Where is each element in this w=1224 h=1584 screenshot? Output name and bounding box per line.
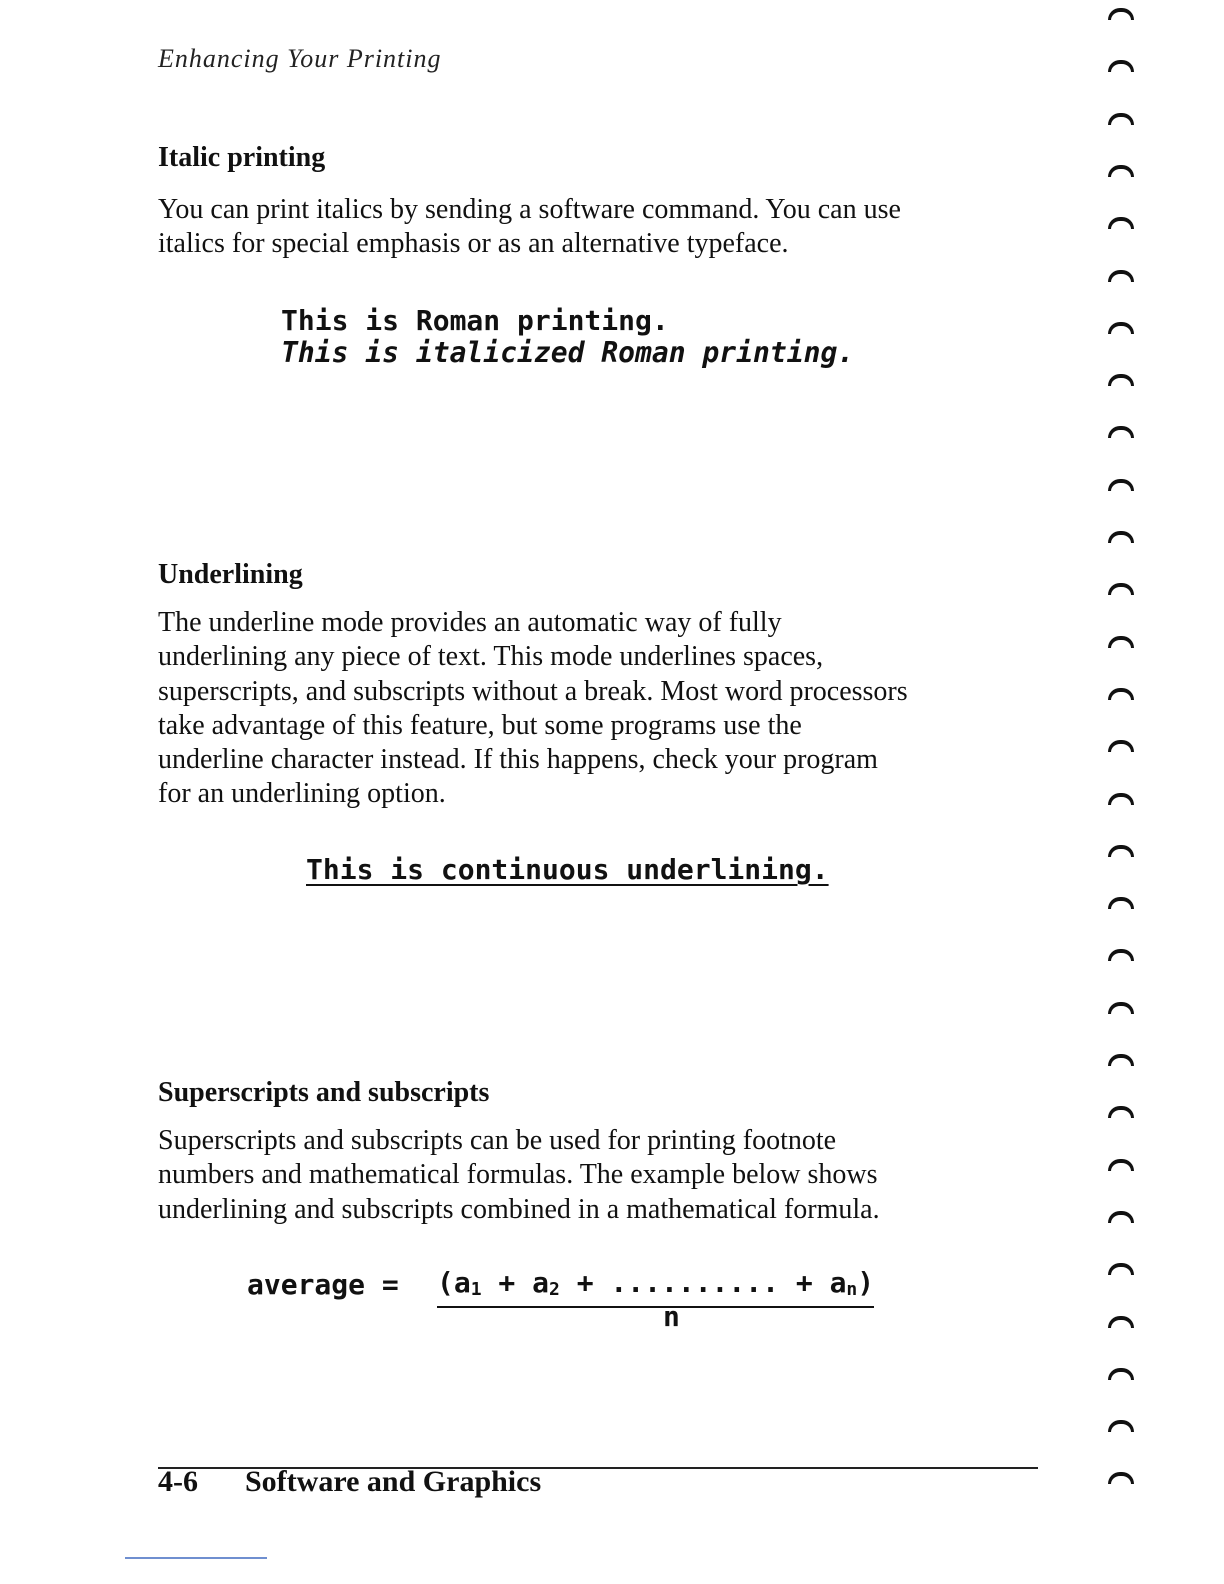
- binding-ring-icon: [1108, 1316, 1134, 1328]
- superscripts-paragraph: [158, 1124, 1038, 1227]
- binding-ring-icon: [1108, 845, 1134, 857]
- superscripts-heading: Superscripts and subscripts: [158, 1077, 490, 1108]
- binding-ring-icon: [1108, 1420, 1134, 1432]
- running-head: Enhancing Your Printing: [158, 44, 442, 73]
- paragraph-line: for an underlining option.: [158, 778, 446, 810]
- binding-ring-icon: [1108, 531, 1134, 543]
- formula-part: + .......... + a: [559, 1266, 847, 1299]
- binding-ring-icon: [1108, 740, 1134, 752]
- binding-ring-icon: [1108, 793, 1134, 805]
- paragraph-line: You can print italics by sending a software command. You can use: [158, 194, 901, 225]
- binding-ring-icon: [1108, 322, 1134, 334]
- spiral-binding: [1098, 0, 1148, 1584]
- binding-ring-icon: [1108, 165, 1134, 177]
- formula-part: + a: [481, 1266, 549, 1299]
- binding-ring-icon: [1108, 688, 1134, 700]
- binding-ring-icon: [1108, 113, 1134, 125]
- italic-sample: This is italicized Roman printing.: [281, 336, 855, 369]
- binding-ring-icon: [1108, 1002, 1134, 1014]
- page-number: 4-6: [158, 1465, 198, 1498]
- binding-ring-icon: [1108, 897, 1134, 909]
- binding-ring-icon: [1108, 1368, 1134, 1380]
- binding-ring-icon: [1108, 1472, 1134, 1484]
- binding-ring-icon: [1108, 60, 1134, 72]
- binding-ring-icon: [1108, 1159, 1134, 1171]
- binding-ring-icon: [1108, 1106, 1134, 1118]
- binding-ring-icon: [1108, 374, 1134, 386]
- formula-lhs: average =: [247, 1268, 399, 1301]
- paragraph-line: numbers and mathematical formulas. The example below shows: [158, 1159, 878, 1191]
- roman-sample: This is Roman printing.: [281, 304, 669, 337]
- paragraph-line: The underline mode provides an automatic way of fully: [158, 607, 782, 638]
- formula-numerator: [437, 1268, 874, 1308]
- formula-subscript: 1: [470, 1279, 482, 1300]
- formula-part: ): [857, 1266, 875, 1299]
- binding-ring-icon: [1108, 270, 1134, 282]
- formula-denominator: n: [663, 1300, 680, 1333]
- underline-sample: This is continuous underlining.: [306, 853, 829, 886]
- binding-ring-icon: [1108, 217, 1134, 229]
- formula-subscript: 2: [549, 1279, 560, 1300]
- binding-ring-icon: [1108, 1263, 1134, 1275]
- binding-ring-icon: [1108, 1054, 1134, 1066]
- formula-part: (a: [437, 1266, 471, 1299]
- binding-ring-icon: [1108, 1211, 1134, 1223]
- binding-ring-icon: [1108, 583, 1134, 595]
- underlining-paragraph: [158, 606, 1038, 812]
- paragraph-line: underline character instead. If this happens, check your program: [158, 744, 878, 776]
- binding-ring-icon: [1108, 479, 1134, 491]
- paragraph-line: superscripts, and subscripts without a break. Most word processors: [158, 675, 908, 707]
- paragraph-line: take advantage of this feature, but some programs use the: [158, 709, 802, 741]
- paragraph-line: Superscripts and subscripts can be used for printing footnote: [158, 1125, 837, 1156]
- chapter-title: Software and Graphics: [245, 1465, 542, 1498]
- paragraph-line: italics for special emphasis or as an alternative typeface.: [158, 228, 789, 260]
- italic-printing-heading: Italic printing: [158, 142, 326, 173]
- scan-edge-line: [125, 1557, 267, 1559]
- binding-ring-icon: [1108, 8, 1134, 20]
- binding-ring-icon: [1108, 636, 1134, 648]
- formula-subscript: n: [846, 1279, 858, 1300]
- italic-printing-paragraph: [158, 193, 1038, 262]
- binding-ring-icon: [1108, 949, 1134, 961]
- binding-ring-icon: [1108, 426, 1134, 438]
- paragraph-line: underlining and subscripts combined in a mathematical formula.: [158, 1193, 880, 1225]
- paragraph-line: underlining any piece of text. This mode underlines spaces,: [158, 641, 824, 673]
- underlining-heading: Underlining: [158, 559, 303, 590]
